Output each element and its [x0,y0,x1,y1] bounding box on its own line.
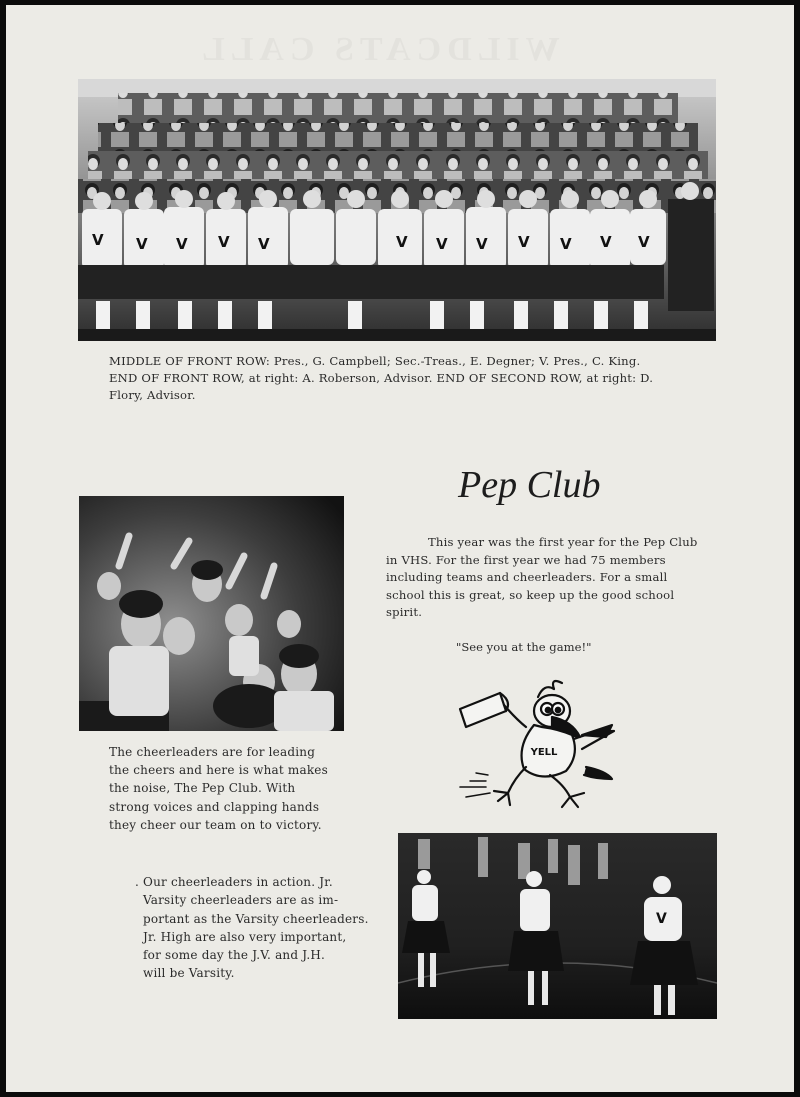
caption-line: for some day the J.V. and J.H. [143,948,326,963]
group-photo [78,79,716,341]
page-title: Pep Club [458,464,601,506]
svg-text:V: V [218,233,230,251]
caption-line: portant as the Varsity cheerleaders. [143,911,369,926]
svg-text:V: V [136,235,148,253]
intro-line: school this is great, so keep up the good school [386,587,675,602]
caption-line: Jr. High are also very important, [143,929,347,944]
svg-text:V: V [560,235,572,253]
caption-line: strong voices and clapping hands [109,799,320,814]
caption-line: they cheer our team on to victory. [109,817,322,832]
intro-line: This year was the first year for the Pep Club [428,535,698,549]
caption-line: END OF FRONT ROW, at right: A. Roberson, Advisor. END OF SECOND ROW, at right: D. [109,371,654,385]
intro-line: including teams and cheerleaders. For a small [386,570,668,584]
pep-club-quote: "See you at the game!" [456,640,592,654]
caption-line: will be Varsity. [143,966,235,981]
yearbook-page [6,5,794,1092]
svg-text:V: V [92,231,104,249]
cheerleaders-photo [398,833,717,1019]
svg-text:V: V [436,235,448,253]
crowd-photo-caption [109,743,328,834]
svg-text:V: V [638,233,650,251]
caption-line: Varsity cheerleaders are as im- [143,893,339,908]
group-photo-caption [109,353,653,404]
svg-text:V: V [396,233,408,251]
mascot-badge-text: YELL [530,747,558,758]
pep-club-intro [386,534,698,622]
svg-text:V: V [656,911,667,927]
caption-line: MIDDLE OF FRONT ROW: Pres., G. Campbell; Sec.-Treas., E. Degner; V. Pres., C. King. [109,354,641,368]
svg-text:V: V [518,233,530,251]
crowd-photo [79,496,344,731]
intro-line: in VHS. For the first year we had 75 members [386,552,666,567]
caption-line: the cheers and here is what makes [109,763,328,778]
intro-line: spirit. [386,605,423,619]
caption-line: Flory, Advisor. [109,388,196,402]
caption-line: . Our cheerleaders in action. Jr. [135,875,333,889]
caption-line: the noise, The Pep Club. With [109,781,296,796]
svg-text:V: V [476,235,488,253]
svg-text:V: V [600,233,612,251]
cheerleaders-caption [135,873,369,983]
watermark-bleed-through: WILDCATS CALL [196,31,560,68]
mascot-bird-illustration [446,675,621,815]
svg-text:V: V [258,235,270,253]
svg-text:V: V [176,235,188,253]
caption-line: The cheerleaders are for leading [109,745,316,759]
